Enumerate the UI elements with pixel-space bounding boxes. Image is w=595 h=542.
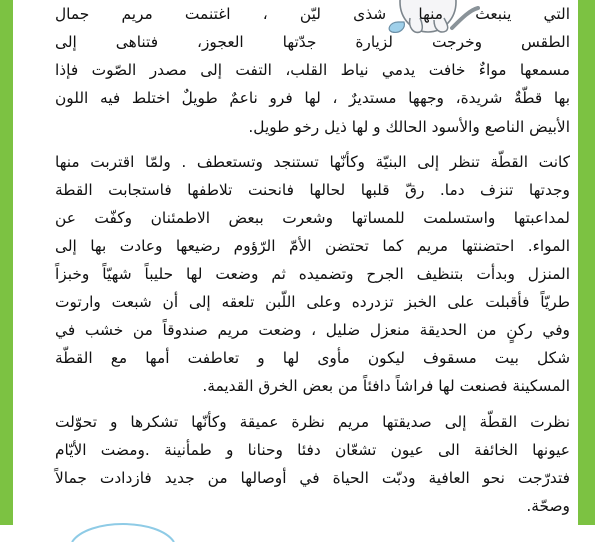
text-line: المسكينة فصنعت لها فراشاً دافئاً من بعض الخرق القديمة. [202,377,570,395]
text-line: طريّاً فأقبلت على الخبز تزدرده وعلى اللّبن تلعقه إلى أن شبعت وارتوت [55,293,570,311]
text-line: التي ينبعث منها شذى ليّن ، اغتنمت مريم جمال [55,5,570,23]
text-line: الأبيض الناصع والأسود الحالك و لها ذيل رخو طويل. [248,118,570,136]
text-line: وفي ركنٍ من الحديقة منعزل ضليل ، وضعت مريم صندوقاً من خشب في [55,321,570,339]
text-line: المنزل وبدأت بتنظيف الجرح وتضميده ثم وضعت لها حليباً شهيّاً وخبزاً [55,265,570,283]
text-line: الطقس وخرجت لزيارة جدّتها العجوز، فتناهى إلى [55,33,570,51]
text-line: شكل بيت مسقوف ليكون مأوى لها و تعاطفت أمها مع القطّة [55,349,570,367]
text-line: نظرت القطّة إلى صديقتها مريم نظرة عميقة وكأنّها تشكرها و تحوّلت [55,413,570,431]
text-line: عيونها الخائفة الى عيون تشعّان دفئا وحنانا و طمأنينة .ومضت الأيّام [55,441,570,459]
text-line: بها قطّةٌ شريدة، وجهها مستديرٌ ، لها فرو ناعمٌ طويلٌ اختلط فيه اللون [55,89,570,107]
text-line: كانت القطّة تنظر إلى البنيّة وكأنّها تستنجد وتستعطف . ولمّا اقتربت منها [55,153,570,171]
text-line: فتدرّجت نحو العافية ودبّت الحياة في أوصالها من جديد فازدادت جمالاً [55,469,570,487]
text-line: وجدتها تنزف دما. رقّ قلبها لحالها فانحنت تلاطفها فاستجابت القطة [55,181,570,199]
text-line: مسمعها مواءٌ خافت يدمي نياط القلب، التفت إلى مصدر الصّوت فإذا [55,61,570,79]
text-line: وصحّة. [526,497,570,515]
decorative-ornament [68,512,178,542]
text-line: لمداعبتها واستسلمت للمساتها وشعرت ببعض الاطمئنان وكفّت عن [55,209,570,227]
text-line: المواء. احتضنتها مريم كما تحتضن الأمّ الرّؤوم رضيعها وعادت بها إلى [55,237,570,255]
